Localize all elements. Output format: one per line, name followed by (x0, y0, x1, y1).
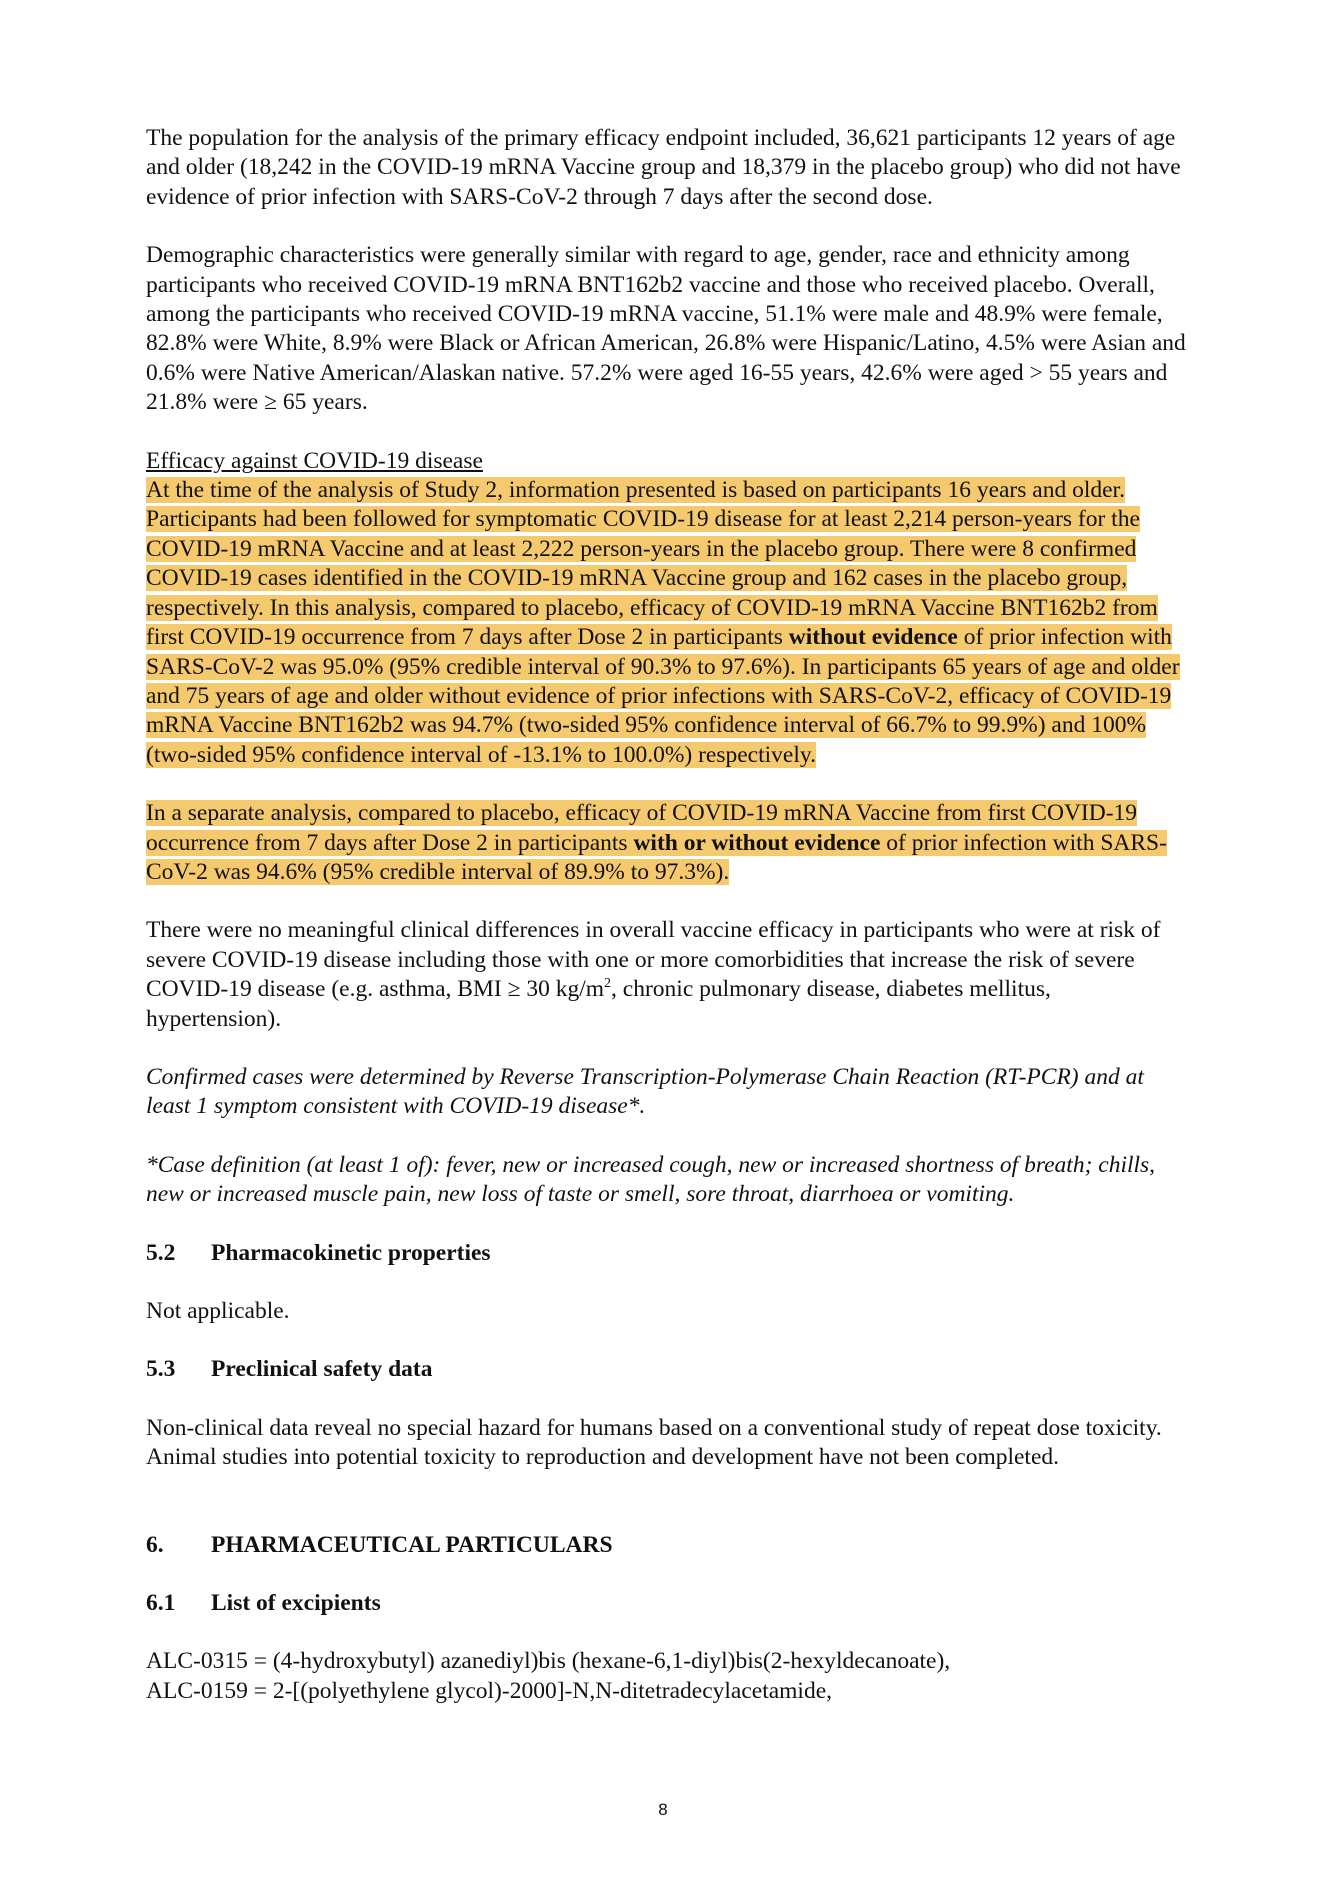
document-body (146, 124, 1186, 1706)
excipient-line-1: ALC-0315 = (4-hydroxybutyl) azanediyl)bis (hexane-6,1-diyl)bis(2-hexyldecanoate), (146, 1648, 951, 1675)
section-5-3-number: 5.3 (146, 1356, 176, 1383)
section-5-2-title: Pharmacokinetic properties (211, 1239, 491, 1266)
section-6-1-heading (146, 1589, 1186, 1618)
section-6-heading (146, 1531, 1186, 1560)
population-paragraph: The population for the analysis of the primary efficacy endpoint included, 36,621 participants 12 years of age and older (18,242 in the COVID-19 mRNA Vaccine group and 18,379 in the placebo group) who did not have evidence of prior infection with SARS-CoV-2 through 7 days after the second dose. (146, 125, 1181, 210)
case-definition-note: *Case definition (at least 1 of): fever, new or increased cough, new or increased shortness of breath; chills, new or increased muscle pain, new loss of taste or smell, sore throat, diarrhoea or vomiting. (146, 1151, 1156, 1208)
section-5-3-heading (146, 1355, 1186, 1384)
efficacy-p1-text-b: of prior infection with SARS-CoV-2 was 95.0% (95% credible interval of 90.3% to 97.6%). In participants 65 years of age and older and 75 years of age and older without evidence of prior infections with SARS-CoV-2, efficacy of COVID-19 mRNA Vaccine BNT162b2 was 94.7% (two-sided 95% confidence interval of 66.7% to 99.9%) and 100% (two-sided 95% confidence interval of -13.1% to 100.0%) respectively. (146, 624, 1180, 768)
section-5-3-text: Non-clinical data reveal no special hazard for humans based on a conventional study of repeat dose toxicity. Animal studies into potential toxicity to reproduction and development have not been completed. (146, 1414, 1162, 1471)
section-5-2-heading (146, 1239, 1186, 1268)
section-6-1-title: List of excipients (211, 1590, 381, 1617)
page-number: 8 (658, 1800, 668, 1819)
efficacy-paragraph-2 (146, 799, 1186, 887)
section-5-2-text: Not applicable. (146, 1298, 290, 1324)
severe-text-b: , chronic pulmonary disease, diabetes mellitus, hypertension). (146, 976, 1051, 1032)
demographics-paragraph: Demographic characteristics were generally similar with regard to age, gender, race and ethnicity among participants who received COVID-19 mRNA BNT162b2 vaccine and those who received placebo. Overall, among the participants who received COVID-19 mRNA vaccine, 51.1% were male and 48.9% were female, 82.8% were White, 8.9% were Black or African American, 26.8% were Hispanic/Latino, 4.5% were Asian and 0.6% were Native American/Alaskan native. 57.2% were aged 16-55 years, 42.6% were aged > 55 years and 21.8% were ≥ 65 years. (146, 242, 1186, 416)
superscript-2: 2 (604, 976, 612, 992)
efficacy-heading: Efficacy against COVID-19 disease (146, 447, 483, 474)
efficacy-paragraph-1 (146, 477, 1180, 768)
section-6-title: PHARMACEUTICAL PARTICULARS (211, 1531, 613, 1558)
section-6-1-number: 6.1 (146, 1590, 176, 1617)
severe-text-a: There were no meaningful clinical differences in overall vaccine efficacy in participants who were at risk of severe COVID-19 disease including those with one or more comorbidities that increase the risk of severe COVID-19 disease (e.g. asthma, BMI ≥ 30 kg/m (146, 917, 1161, 1003)
excipient-line-2: ALC-0159 = 2-[(polyethylene glycol)-2000]-N,N-ditetradecylacetamide, (146, 1677, 833, 1704)
efficacy-p1-text-a: At the time of the analysis of Study 2, information presented is based on participants 16 years and older. Participants had been followed for symptomatic COVID-19 disease for at least 2,214 person-years for the COVID-19 mRNA Vaccine and at least 2,222 person-years in the placebo group. There were 8 confirmed COVID-19 cases identified in the COVID-19 mRNA Vaccine group and 162 cases in the placebo group, respectively. In this analysis, compared to placebo, efficacy of COVID-19 mRNA Vaccine BNT162b2 from first COVID-19 occurrence from 7 days after Dose 2 in participants (146, 477, 1158, 651)
with-or-without-evidence-bold: with or without evidence (633, 829, 881, 856)
severe-disease-paragraph (146, 916, 1186, 1034)
confirmed-cases-note: Confirmed cases were determined by Reverse Transcription-Polymerase Chain Reaction (RT-PCR) and at least 1 symptom consistent with COVID-19 disease*. (146, 1063, 1144, 1120)
efficacy-p2-highlight (146, 800, 1167, 885)
section-6-number: 6. (146, 1531, 164, 1558)
efficacy-p2-text-b: of prior infection with SARS-CoV-2 was 94.6% (95% credible interval of 89.9% to 97.3%). (146, 829, 1167, 885)
section-5-3-title: Preclinical safety data (211, 1356, 433, 1383)
efficacy-section (146, 447, 1186, 770)
section-5-2-number: 5.2 (146, 1239, 176, 1266)
efficacy-p2-text-a: In a separate analysis, compared to placebo, efficacy of COVID-19 mRNA Vaccine from first COVID-19 occurrence from 7 days after Dose 2 in participants (146, 800, 1138, 856)
without-evidence-bold: without evidence (788, 624, 958, 651)
